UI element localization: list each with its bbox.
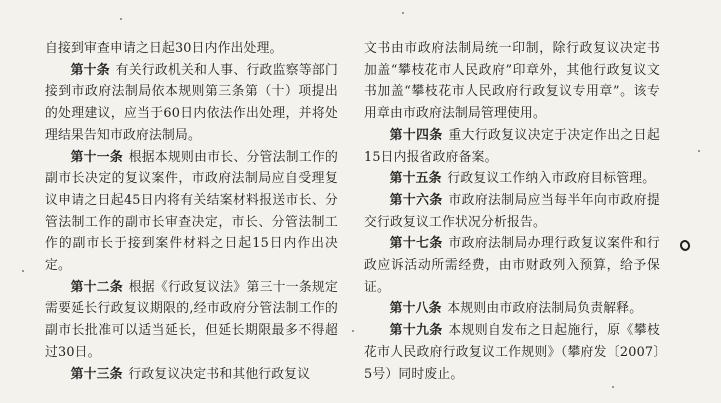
- article-number: 第十八条: [389, 301, 442, 317]
- article-number: 第十四条: [389, 127, 443, 143]
- article-number: 第十五条: [389, 171, 442, 187]
- paper-speck: [22, 270, 24, 272]
- article-13: [45, 364, 338, 386]
- article-16: [364, 190, 660, 233]
- article-text: 根据本规则由市长、分管法制工作的副市长决定的复议案件，市政府法制局应自受理复议申请之日起45日内将有关结案材料报送市长、分管法制工作的副市长审查决定，市长、分管法制工作的副市长于接到案件材料之日起15日内作出决定。: [45, 149, 338, 274]
- article-number: 第十九条: [389, 323, 443, 339]
- article-10: [45, 60, 338, 147]
- paper-speck: [402, 12, 404, 14]
- article-number: 第十三条: [70, 366, 123, 382]
- paragraph-continuation: [364, 38, 660, 125]
- paper-speck: [612, 386, 614, 388]
- article-number: 第十六条: [389, 192, 443, 208]
- article-number: 第十二条: [70, 279, 123, 295]
- article-11: [45, 147, 338, 277]
- article-12: [45, 277, 338, 364]
- article-text: 行政复议决定书和其他行政复议: [128, 366, 311, 382]
- paragraph-continuation: [45, 38, 338, 60]
- left-column: [45, 38, 338, 385]
- article-text: 市政府法制局应当每半年向市政府提交行政复议工作状况分析报告。: [364, 192, 660, 230]
- article-number: 第十条: [70, 62, 110, 78]
- article-text: 行政复议工作纳入市政府目标管理。: [447, 171, 656, 187]
- paragraph-text: 文书由市政府法制局统一印制，除行政复议决定书加盖“攀枝花市人民政府”印章外，其他行政复议文书加盖“攀枝花市人民政府行政复议专用章”。该专用章由市政府法制局管理使用。: [364, 41, 660, 122]
- article-text: 本规则由市政府法制局负责解释。: [447, 301, 643, 317]
- article-number: 第十七条: [389, 236, 443, 252]
- article-text: 重大行政复议决定于决定作出之日起15日内报省政府备案。: [364, 127, 660, 165]
- paper-speck: [120, 18, 122, 20]
- article-text: 市政府法制局办理行政复议案件和行政应诉活动所需经费，由市财政列入预算，给予保证。: [364, 236, 660, 295]
- article-text: 有关行政机关和人事、行政监察等部门接到市政府法制局依本规则第三条第（十）项提出的处理建议，应当于60日内依法作出处理，并将处理结果告知市政府法制局。: [45, 62, 338, 143]
- article-19: [364, 320, 660, 385]
- article-18: [364, 298, 660, 320]
- article-number: 第十一条: [70, 149, 123, 165]
- binding-hole-mark: [678, 239, 691, 253]
- article-text: 根据《行政复议法》第三十一条规定需要延长行政复议期限的,经市政府分管法制工作的副市长批准可以适当延长，但延长期限最多不得超过30日。: [45, 279, 338, 360]
- article-text: 本规则自发布之日起施行，原《攀枝花市人民政府行政复议工作规则》（攀府发〔2007〕5号）同时废止。: [364, 323, 660, 382]
- article-15: [364, 168, 660, 190]
- article-17: [364, 233, 660, 298]
- paper-speck: [352, 330, 354, 332]
- article-14: [364, 125, 660, 168]
- paragraph-text: 自接到审查申请之日起30日内作出处理。: [45, 41, 283, 56]
- right-column: [364, 38, 660, 385]
- paper-speck: [698, 150, 700, 152]
